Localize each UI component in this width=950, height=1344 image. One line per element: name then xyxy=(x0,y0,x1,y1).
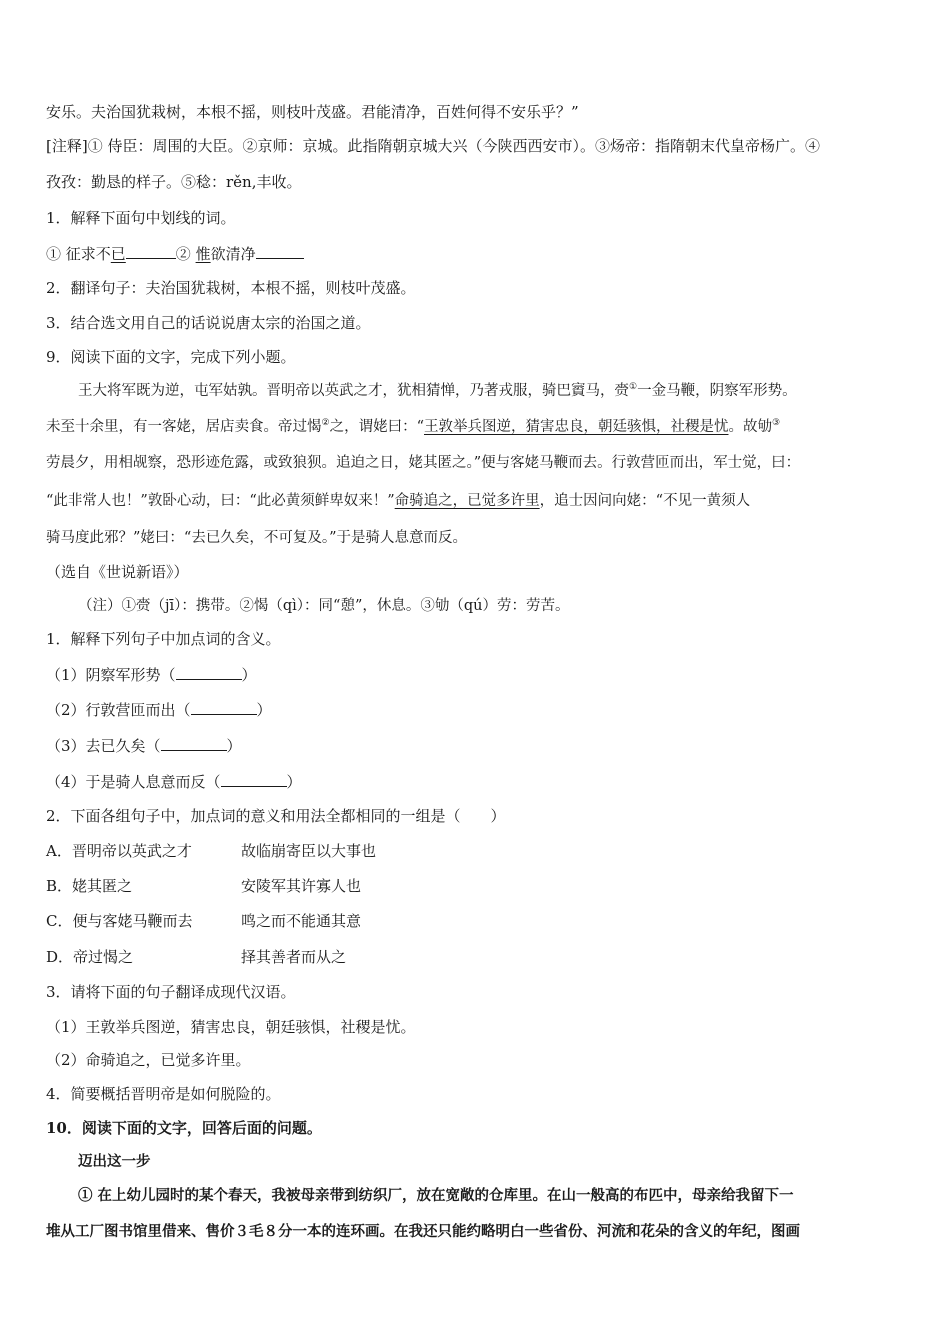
subquestion-1-item xyxy=(46,699,272,720)
answer-blank[interactable] xyxy=(161,735,227,751)
passage-text: 一金马鞭，阴察军形势。 xyxy=(637,383,797,399)
passage-text: “此非常人也！”敦卧心动，曰：“此必黄须鲜卑奴来！” xyxy=(46,493,395,509)
underlined-word: 惟 xyxy=(195,245,211,263)
article-line: 堆从工厂图书馆里借来、售价３毛８分一本的连环画。在我还只能约略明白一些省份、河流和花朵的含义的年纪，图画 xyxy=(46,1223,800,1240)
option-c-left: C．便与客姥马鞭而去 xyxy=(46,912,193,930)
underlined-sentence: 命骑追之，已觉多许里 xyxy=(394,493,540,509)
passage-text: ，追士因问向姥：“不见一黄须人 xyxy=(539,493,751,509)
subquestion-3-item: （2）命骑追之，已觉多许里。 xyxy=(46,1051,251,1069)
footnote-mark: ② xyxy=(321,418,330,429)
option-a-right: 故临崩寄臣以大事也 xyxy=(241,842,377,860)
passage-line xyxy=(46,491,750,511)
passage-line: 骑马度此邪？”姥曰：“去已久矣，不可复及。”于是骑人息意而反。 xyxy=(46,530,467,546)
subquestion-2: 2．下面各组句子中，加点词的意义和用法全都相同的一组是（ ） xyxy=(46,807,506,825)
option-b[interactable] xyxy=(46,876,361,896)
answer-blank[interactable] xyxy=(191,699,257,715)
answer-blank[interactable] xyxy=(176,664,242,680)
item-text: （1）阴察军形势（ xyxy=(46,666,176,684)
subquestion-4: 4．简要概括晋明帝是如何脱险的。 xyxy=(46,1085,281,1103)
passage-line xyxy=(46,417,780,437)
option-b-right: 安陵军其许寡人也 xyxy=(241,877,362,895)
answer-blank[interactable] xyxy=(256,243,304,259)
option-d[interactable] xyxy=(46,947,346,967)
annotation-line: [注释]① 侍臣：周围的大臣。②京师：京城。此指隋朝京城大兴（今陕西西安市）。③炀帝：指隋朝末代皇帝杨广。④ xyxy=(46,137,820,155)
passage-line: 劳晨夕，用相觇察，恐形迹危露，或致狼狈。追迫之日，姥其匿之。”便与客姥马鞭而去。行敦营匝而出，军士觉，曰： xyxy=(46,455,801,471)
footnotes: （注）①赍（jī）：携带。②愒（qì）：同“憩”，休息。③劬（qú）劳：劳苦。 xyxy=(78,598,570,614)
question-9-heading: 9．阅读下面的文字，完成下列小题。 xyxy=(46,348,296,366)
item-2-label: ② xyxy=(175,245,196,263)
subquestion-1-item xyxy=(46,735,242,756)
question-1-items xyxy=(46,243,304,264)
passage-text: 之，谓姥曰：“ xyxy=(329,419,424,435)
question-1: 1．解释下面句中划线的词。 xyxy=(46,209,236,227)
option-a[interactable] xyxy=(46,841,376,861)
question-2: 2．翻译句子：夫治国犹栽树，本根不摇，则枝叶茂盛。 xyxy=(46,279,416,297)
subquestion-1: 1．解释下列句子中加点词的含义。 xyxy=(46,630,281,648)
subquestion-1-item xyxy=(46,771,302,792)
source-note: （选自《世说新语》） xyxy=(46,563,189,581)
close-paren: ） xyxy=(226,737,242,755)
annotation-line: 孜孜：勤恳的样子。⑤稔：rěn,丰收。 xyxy=(46,173,302,191)
close-paren: ） xyxy=(286,773,302,791)
footnote-mark: ① xyxy=(629,382,638,393)
item-text: （3）去已久矣（ xyxy=(46,737,161,755)
option-a-left: A．晋明帝以英武之才 xyxy=(46,842,192,860)
item-1-text: ① 征求不 xyxy=(46,245,111,263)
article-line: ① 在上幼儿园时的某个春天，我被母亲带到纺织厂，放在宽敞的仓库里。在山一般高的布匹中，母亲给我留下一 xyxy=(78,1187,794,1204)
item-text: （2）行敦营匝而出（ xyxy=(46,701,191,719)
answer-blank[interactable] xyxy=(126,243,176,259)
question-3: 3．结合选文用自己的话说说唐太宗的治国之道。 xyxy=(46,314,371,332)
option-d-left: D．帝过愒之 xyxy=(46,948,134,966)
passage-line xyxy=(78,381,797,401)
subquestion-1-item xyxy=(46,664,257,685)
underlined-word: 已 xyxy=(110,245,126,263)
text-line: 安乐。夫治国犹栽树，本根不摇，则枝叶茂盛。君能清净，百姓何得不安乐乎？” xyxy=(46,103,579,121)
answer-blank[interactable] xyxy=(221,771,287,787)
option-c-right: 鸣之而不能通其意 xyxy=(241,912,362,930)
article-title: 迈出这一步 xyxy=(78,1153,151,1170)
item-2-text: 欲清净 xyxy=(210,245,256,263)
option-d-right: 择其善者而从之 xyxy=(241,948,347,966)
close-paren: ） xyxy=(241,666,257,684)
subquestion-3-item: （1）王敦举兵图逆，猜害忠良，朝廷骇惧，社稷是忧。 xyxy=(46,1018,416,1036)
question-10-heading: 10．阅读下面的文字，回答后面的问题。 xyxy=(46,1119,322,1137)
subquestion-3: 3．请将下面的句子翻译成现代汉语。 xyxy=(46,983,296,1001)
underlined-sentence: 王敦举兵图逆，猜害忠良，朝廷骇惧，社稷是忧 xyxy=(424,419,729,435)
item-text: （4）于是骑人息意而反（ xyxy=(46,773,221,791)
footnote-mark: ③ xyxy=(772,418,781,429)
option-c[interactable] xyxy=(46,911,361,931)
passage-text: 王大将军既为逆，屯军姑孰。晋明帝以英武之才，犹相猜惮，乃著戎服，骑巴賨马，赍 xyxy=(78,383,629,399)
close-paren: ） xyxy=(256,701,272,719)
passage-text: 未至十余里，有一客姥，居店卖食。帝过愒 xyxy=(46,419,322,435)
option-b-left: B．姥其匿之 xyxy=(46,877,133,895)
passage-text: 。故劬 xyxy=(728,419,772,435)
